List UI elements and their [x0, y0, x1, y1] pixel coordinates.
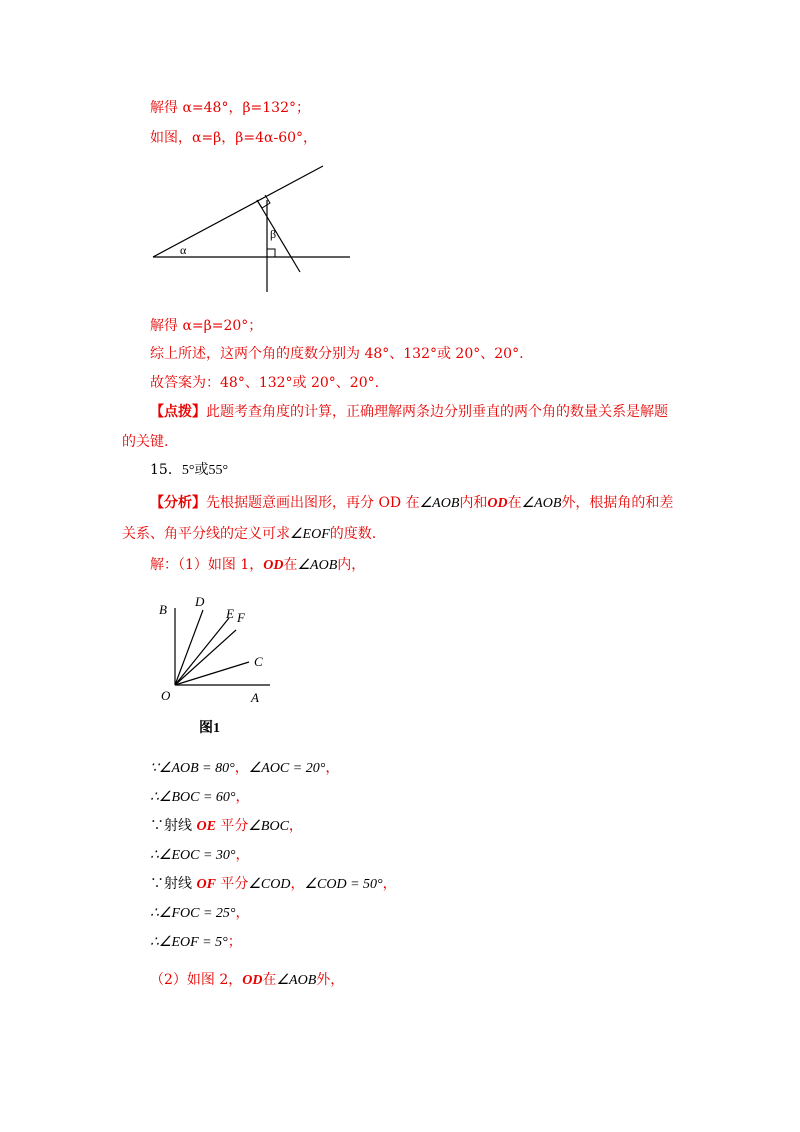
label-C: C	[254, 654, 263, 669]
solution-part2-intro: （2）如图 2，OD在∠AOB外，	[150, 972, 345, 988]
step-5: ∵射线 OF 平分∠COD，∠COD = 50°，	[150, 876, 397, 892]
label-D: D	[195, 594, 205, 609]
step-2: ∴∠BOC = 60°，	[150, 789, 250, 805]
text-line-figure-ref: 如图，α=β，β=4α-60°，	[150, 130, 318, 146]
label-B: B	[159, 602, 167, 617]
step-7: ∴∠EOF = 5°；	[150, 934, 242, 950]
analysis-paragraph: 【分析】先根据题意画出图形，再分 OD 在∠AOB内和OD在∠AOB外，根据角的和差关系、角平分线的定义可求∠EOF的度数.	[122, 495, 674, 542]
label-E: E	[226, 606, 234, 621]
label-O: O	[161, 688, 171, 703]
beta-label: β	[270, 227, 277, 241]
figure-perpendicular-angles	[145, 160, 360, 295]
alpha-label: α	[180, 243, 187, 257]
step-4: ∴∠EOC = 30°，	[150, 847, 250, 863]
hint-tag: 【点拨】	[150, 404, 206, 420]
figure-1-rays	[150, 590, 280, 740]
label-A: A	[251, 690, 259, 705]
figure-1-caption: 图1	[199, 721, 220, 736]
label-F: F	[237, 610, 245, 625]
step-3: ∵射线 OE 平分∠BOC，	[150, 818, 303, 834]
text-hint-paragraph: 【点拨】此题考查角度的计算，正确理解两条边分别垂直的两个角的数量关系是解题的关键.	[122, 404, 668, 450]
solution-part1-intro: 解：（1）如图 1，OD在∠AOB内，	[150, 557, 366, 573]
text-line-solve-2: 解得 α=β=20°；	[150, 318, 263, 334]
text-line-solve-1: 解得 α=48°，β=132°；	[150, 100, 310, 116]
step-1: ∵∠AOB = 80°，∠AOC = 20°，	[150, 760, 340, 776]
step-6: ∴∠FOC = 25°，	[150, 905, 250, 921]
text-line-summary: 综上所述，这两个角的度数分别为 48°、132°或 20°、20°.	[150, 346, 524, 362]
text-line-answer: 故答案为：48°、132°或 20°、20°.	[150, 375, 380, 391]
question-15-answer: 15．5°或55°	[150, 462, 229, 478]
